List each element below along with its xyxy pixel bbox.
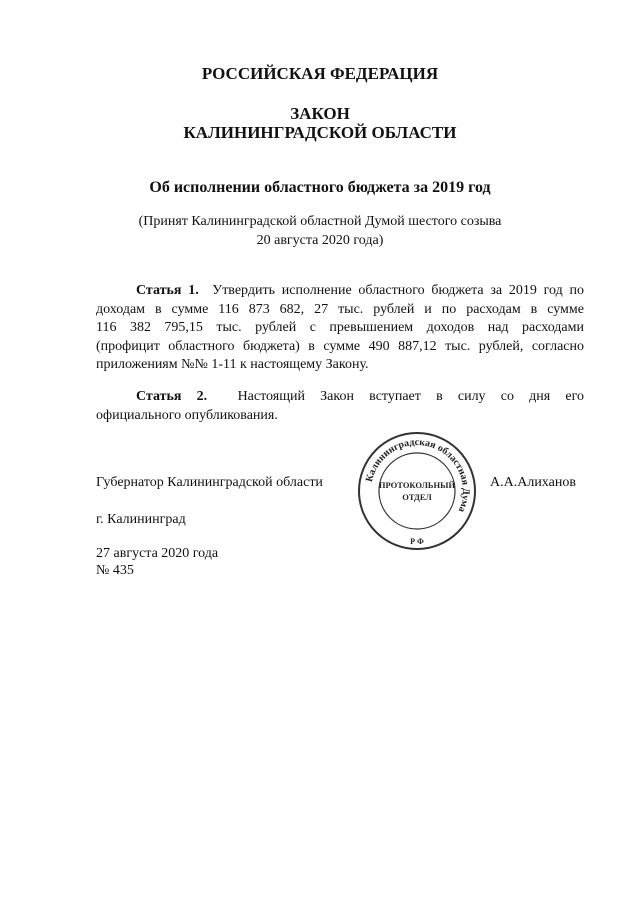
seal-inner-ring <box>379 453 455 529</box>
seal-center-line1: ПРОТОКОЛЬНЫЙ <box>378 480 456 490</box>
article-1 <box>96 282 584 375</box>
article-2-line1 <box>96 388 584 407</box>
article-2-line2: официального опубликования. <box>96 407 278 423</box>
adoption-note-line1: (Принят Калининградской областной Думой шестого созыва <box>138 214 502 229</box>
law-number: № 435 <box>96 563 134 578</box>
seal-ring-text: Калининградская областная Дума <box>363 436 472 514</box>
seal-outer-ring <box>359 433 475 549</box>
law-title: Об исполнении областного бюджета за 2019 год <box>149 179 491 196</box>
article-2-text: Настоящий Закон вступает в силу со дня его <box>237 389 585 404</box>
official-seal <box>356 430 478 552</box>
governor-name: А.А.Алиханов <box>490 475 576 490</box>
article-1-line4: (профицит областного бюджета) в сумме 490 887,12 тыс. рублей, согласно <box>96 338 584 354</box>
article-1-line5: приложениям №№ 1-11 к настоящему Закону. <box>96 357 369 372</box>
governor-position: Губернатор Калининградской области <box>96 475 323 490</box>
article-1-line1 <box>96 282 584 301</box>
region-heading: КАЛИНИНГРАДСКОЙ ОБЛАСТИ <box>183 123 457 142</box>
law-heading: ЗАКОН <box>290 104 350 123</box>
city: г. Калининград <box>96 512 186 527</box>
seal-center-line2: ОТДЕЛ <box>402 492 432 502</box>
signing-date: 27 августа 2020 года <box>96 546 219 561</box>
country-heading: РОССИЙСКАЯ ФЕДЕРАЦИЯ <box>201 64 439 83</box>
article-2-label: Статья 2. <box>136 389 208 404</box>
article-1-line3: 116 382 795,15 тыс. рублей с превышением доходов над расходами <box>96 320 584 335</box>
article-1-label: Статья 1. <box>136 283 199 298</box>
adoption-note-line2: 20 августа 2020 года) <box>256 233 384 248</box>
article-2 <box>96 388 584 425</box>
seal-graphic <box>356 430 478 552</box>
article-1-text: Утвердить исполнение областного бюджета за 2019 год по <box>212 283 585 298</box>
article-1-line2: доходам в сумме 116 873 682, 27 тыс. рублей и по расходам в сумме <box>96 301 584 317</box>
seal-bottom-text: Р Ф <box>410 537 424 546</box>
